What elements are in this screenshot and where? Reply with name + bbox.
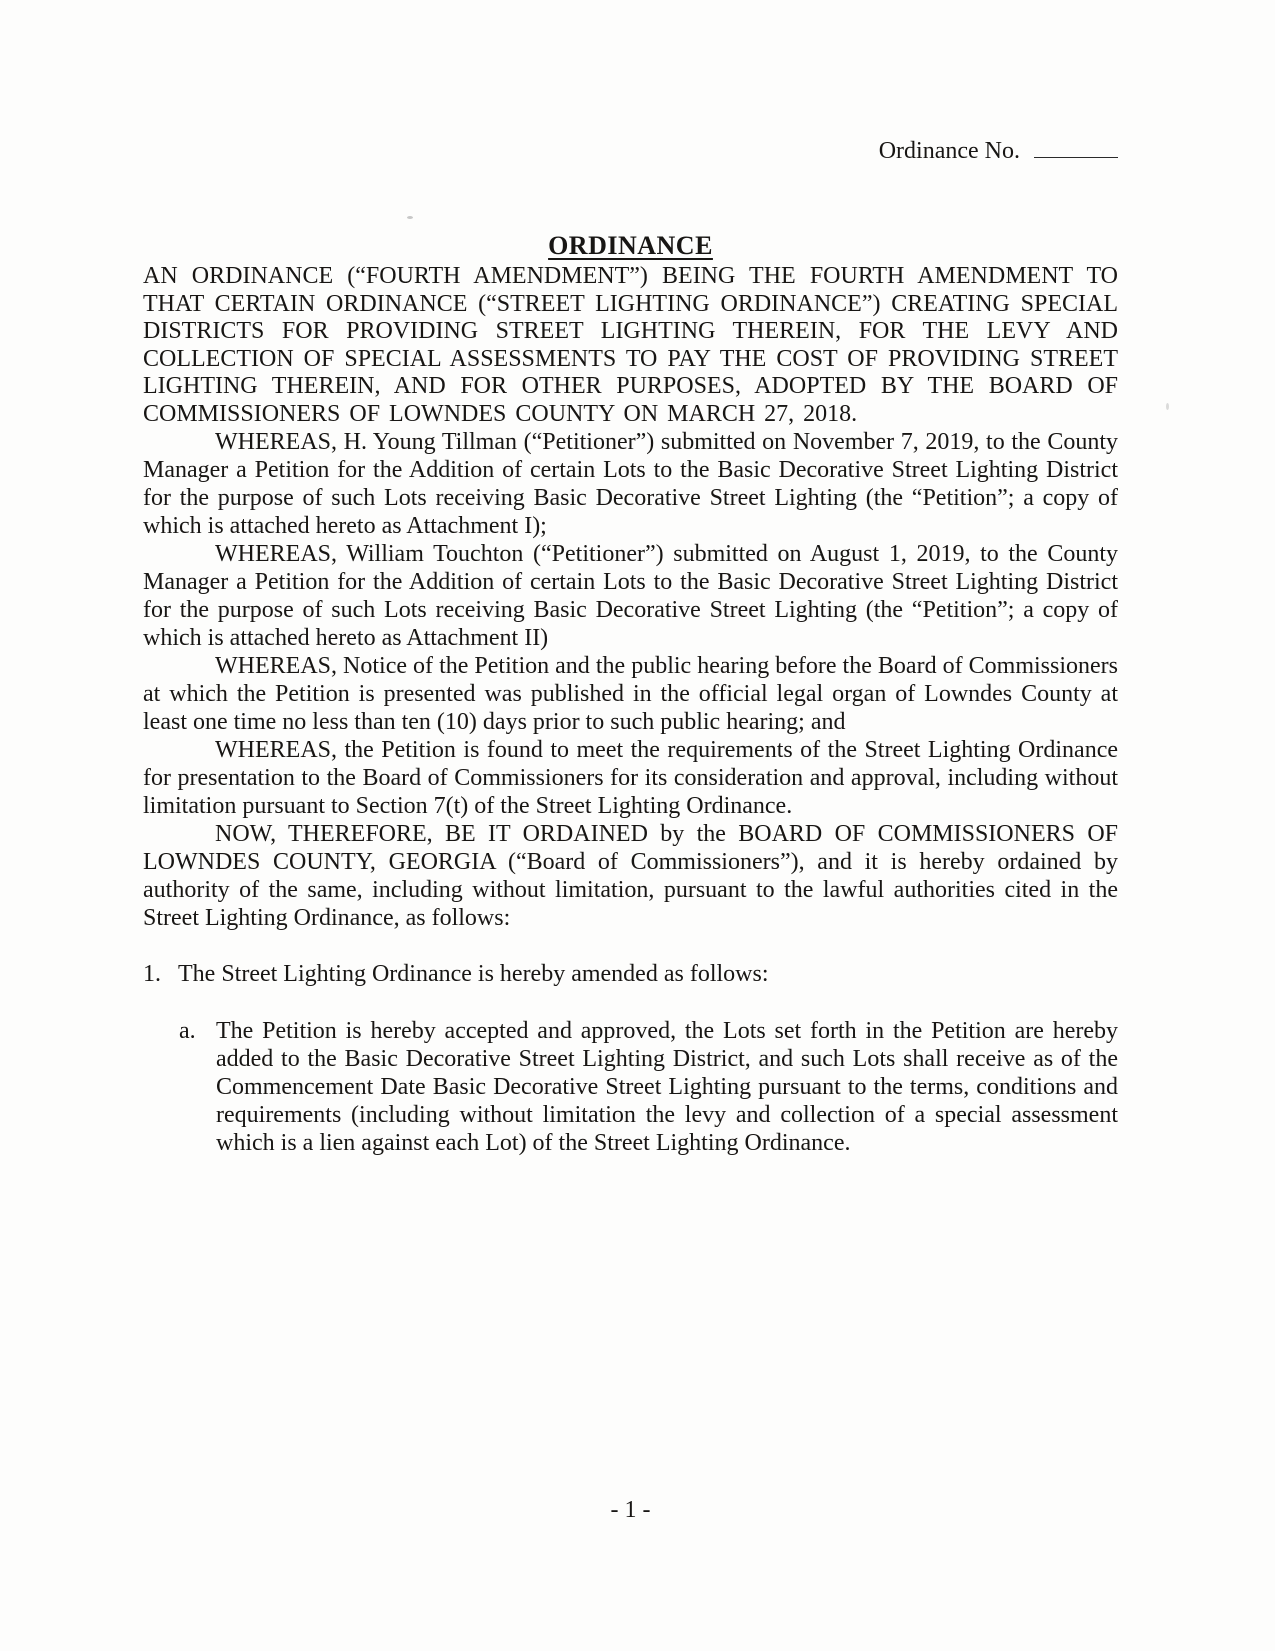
list-item-1	[143, 960, 1118, 988]
scan-artifact	[1166, 403, 1169, 410]
document-title-text: ORDINANCE	[548, 231, 713, 260]
page-number: - 1 -	[610, 1497, 651, 1523]
now-therefore-paragraph: NOW, THEREFORE, BE IT ORDAINED by the BOARD OF COMMISSIONERS OF LOWNDES COUNTY, GEORGIA (“Board of Commissioners”), and it is hereby ordained by authority of the same, including without limitation, pursuant to the lawful authorities cited in the Street Lighting Ordinance, as follows:	[143, 821, 1118, 931]
ordinance-number-label: Ordinance No.	[878, 138, 1020, 164]
list-item-1a-text: The Petition is hereby accepted and approved, the Lots set forth in the Petition are hereby added to the Basic Decorative Street Lighting District, and such Lots shall receive as of the Commencement Date Basic Decorative Street Lighting pursuant to the terms, conditions and requirements (including without limitation the levy and collection of a special assessment which is a lien against each Lot) of the Street Lighting Ordinance.	[216, 1018, 1118, 1156]
whereas-paragraph-2: WHEREAS, William Touchton (“Petitioner”) submitted on August 1, 2019, to the County Manager a Petition for the Addition of certain Lots to the Basic Decorative Street Lighting District for the purpose of such Lots receiving Basic Decorative Street Lighting (the “Petition”; a copy of which is attached hereto as Attachment II)	[143, 541, 1118, 651]
whereas-paragraph-4: WHEREAS, the Petition is found to meet the requirements of the Street Lighting Ordinance for presentation to the Board of Commissioners for its consideration and approval, including without limitation pursuant to Section 7(t) of the Street Lighting Ordinance.	[143, 737, 1118, 819]
whereas-paragraph-1: WHEREAS, H. Young Tillman (“Petitioner”) submitted on November 7, 2019, to the County Manager a Petition for the Addition of certain Lots to the Basic Decorative Street Lighting District for the purpose of such Lots receiving Basic Decorative Street Lighting (the “Petition”; a copy of which is attached hereto as Attachment I);	[143, 429, 1118, 539]
list-item-1a	[143, 1017, 1118, 1157]
ordinance-number-row	[143, 133, 1118, 165]
ordinance-number-blank-line	[1034, 133, 1118, 158]
list-item-1a-marker: a.	[179, 1018, 196, 1044]
scan-artifact	[407, 216, 413, 219]
document-content	[143, 133, 1118, 1157]
list-item-1-text: The Street Lighting Ordinance is hereby amended as follows:	[178, 961, 769, 987]
whereas-paragraph-3: WHEREAS, Notice of the Petition and the public hearing before the Board of Commissioners at which the Petition is presented was published in the official legal organ of Lowndes County at least one time no less than ten (10) days prior to such public hearing; and	[143, 653, 1118, 735]
list-item-1-marker: 1.	[143, 961, 161, 987]
preamble-paragraph: AN ORDINANCE (“FOURTH AMENDMENT”) BEING THE FOURTH AMENDMENT TO THAT CERTAIN ORDINANCE (“STREET LIGHTING ORDINANCE”) CREATING SPECIAL DISTRICTS FOR PROVIDING STREET LIGHTING THEREIN, FOR THE LEVY AND COLLECTION OF SPECIAL ASSESSMENTS TO PAY THE COST OF PROVIDING STREET LIGHTING THEREIN, AND FOR OTHER PURPOSES, ADOPTED BY THE BOARD OF COMMISSIONERS OF LOWNDES COUNTY ON MARCH 27, 2018.	[143, 263, 1118, 427]
document-title	[143, 229, 1118, 263]
